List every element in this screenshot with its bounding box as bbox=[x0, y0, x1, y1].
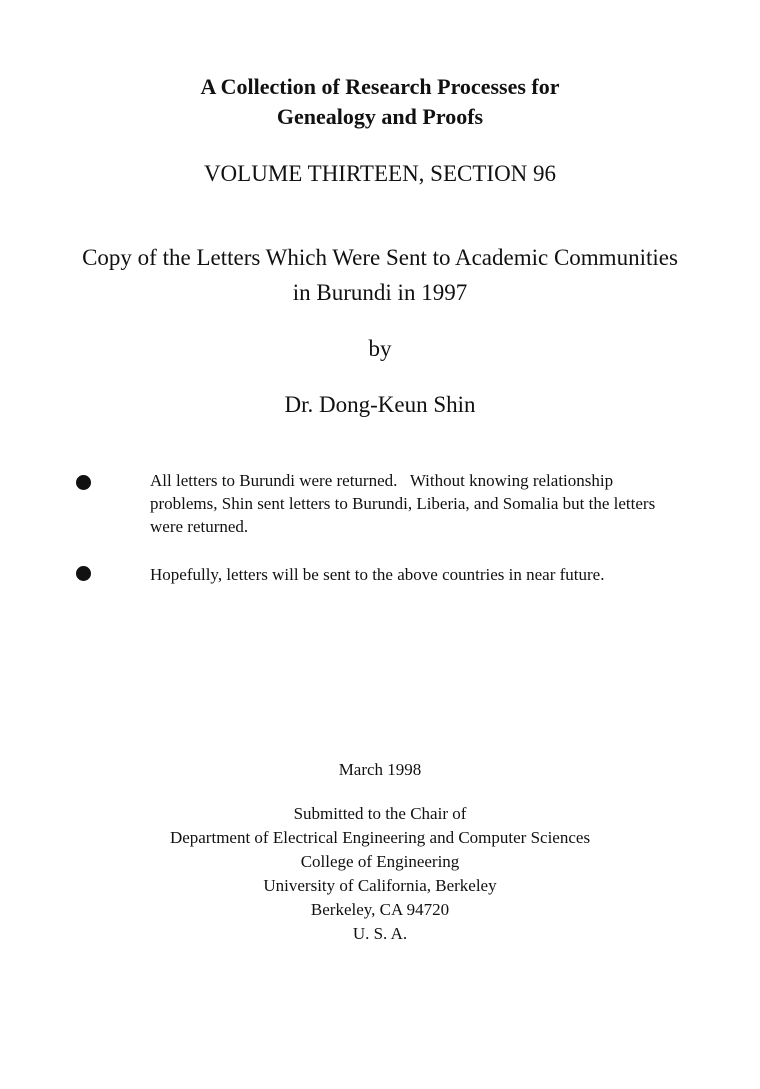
bullet-2-line-1: Hopefully, letters will be sent to the above countries in near future. bbox=[150, 565, 605, 584]
university-line: University of California, Berkeley bbox=[263, 876, 497, 895]
by-label: by bbox=[368, 336, 392, 361]
subject-line-1: Copy of the Letters Which Were Sent to Academic Communities bbox=[82, 245, 678, 270]
bullet-item-2 bbox=[150, 563, 730, 586]
city-line: Berkeley, CA 94720 bbox=[310, 900, 450, 919]
subject-line-2: in Burundi in 1997 bbox=[292, 280, 468, 305]
bullet-icon bbox=[76, 475, 91, 490]
title-line-1: A Collection of Research Processes for bbox=[200, 74, 560, 99]
bullet-item-1 bbox=[150, 469, 730, 538]
title-line-2: Genealogy and Proofs bbox=[276, 104, 484, 129]
department-line: Department of Electrical Engineering and Computer Sciences bbox=[169, 828, 591, 847]
bullet-1-line-1: All letters to Burundi were returned. Without knowing relationship bbox=[150, 471, 614, 490]
bullet-icon bbox=[76, 566, 91, 581]
submitted-line: Submitted to the Chair of bbox=[293, 804, 467, 823]
date-line: March 1998 bbox=[338, 760, 422, 779]
bullet-1-line-2: problems, Shin sent letters to Burundi, Liberia, and Somalia but the letters bbox=[150, 494, 656, 513]
author-name: Dr. Dong-Keun Shin bbox=[284, 392, 476, 417]
country-line: U. S. A. bbox=[352, 924, 408, 943]
volume-heading: VOLUME THIRTEEN, SECTION 96 bbox=[203, 161, 557, 186]
bullet-1-line-3: were returned. bbox=[150, 517, 249, 536]
college-line: College of Engineering bbox=[300, 852, 460, 871]
